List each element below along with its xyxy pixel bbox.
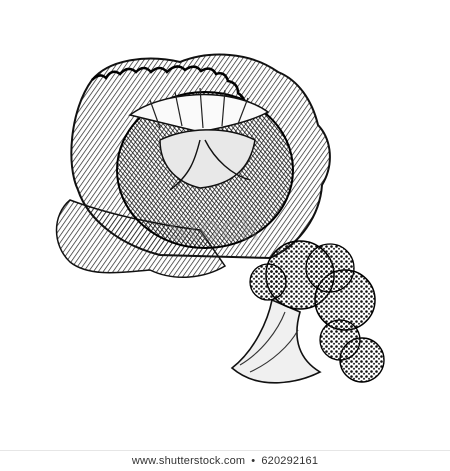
broccoli-icon	[232, 241, 384, 383]
separator-dot: •	[251, 455, 256, 467]
site-url[interactable]: www.shutterstock.com	[131, 455, 246, 467]
image-id: 620292161	[261, 455, 319, 467]
footer-credit	[0, 450, 450, 471]
watermark: stock	[168, 207, 260, 248]
